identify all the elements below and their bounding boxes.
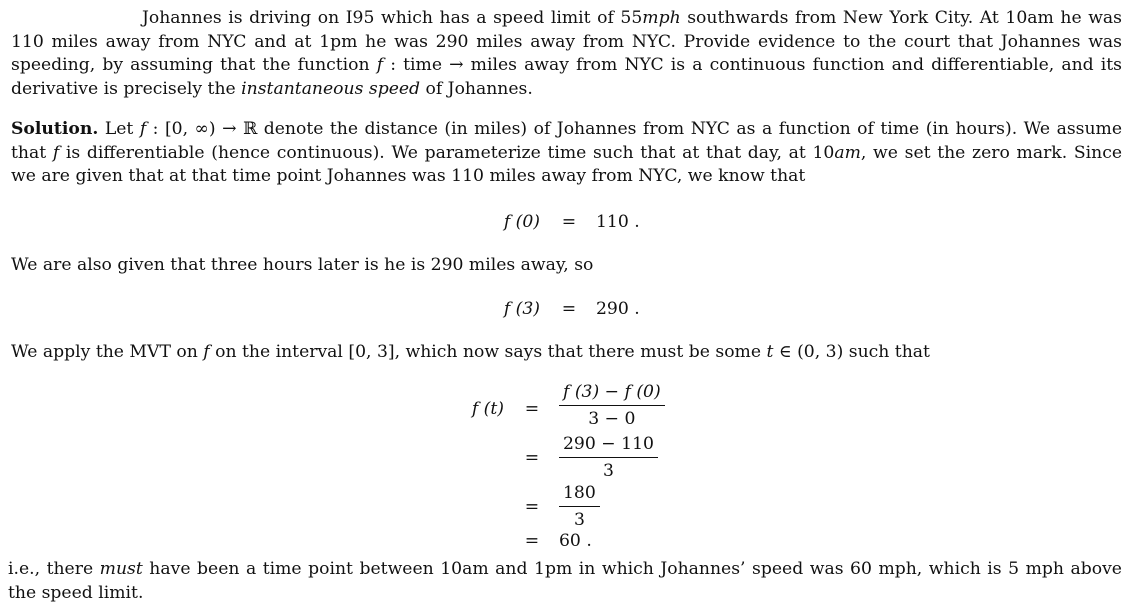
equals-sign: = bbox=[524, 399, 540, 419]
fraction-step-2 bbox=[559, 433, 658, 482]
unit-am: am bbox=[834, 142, 861, 163]
fraction-numerator: 290 − 110 bbox=[559, 433, 658, 458]
solution-label: Solution. bbox=[11, 119, 99, 139]
equals-sign: = bbox=[524, 531, 540, 551]
math-f: f bbox=[376, 55, 384, 76]
mvt-text: on the interval [0, 3], which now says that there must be some bbox=[209, 342, 767, 362]
conclusion-text: i.e., there bbox=[8, 559, 100, 579]
solution-text: : [0, ∞) → ℝ denote the distance (in miles) of Johannes from NYC as a function of time (in hours). We assume that bbox=[11, 119, 1123, 163]
given-paragraph bbox=[11, 254, 1122, 278]
equation-rhs: 110 . bbox=[596, 212, 640, 232]
derivation-lhs: f (t) bbox=[471, 399, 504, 419]
math-f: f bbox=[203, 342, 210, 362]
solution-text: , we set the zero mark. Since we are given that at that time point Johannes was 110 miles away from NYC, we know that bbox=[11, 142, 1122, 187]
given-text: We are also given that three hours later is he is 290 miles away, so bbox=[11, 255, 594, 275]
fraction-step-3 bbox=[559, 482, 600, 531]
fraction-step-1 bbox=[559, 381, 665, 430]
equals-sign: = bbox=[524, 448, 540, 468]
equals-sign: = bbox=[561, 212, 577, 232]
math-f: f bbox=[139, 119, 147, 139]
problem-text: Johannes is driving on I95 which has a speed limit of 55 bbox=[142, 8, 643, 28]
emphasis-must: must bbox=[99, 559, 143, 579]
fraction-numerator: 180 bbox=[559, 482, 600, 507]
fraction-denominator: 3 bbox=[573, 510, 585, 530]
problem-paragraph bbox=[11, 7, 1122, 101]
mvt-paragraph bbox=[11, 341, 1122, 365]
problem-text: southwards from New York City. At 10am he was 110 miles away from NYC and at 1pm he was 290 miles away from NYC. Provide evidence to the court that Johannes was speeding, by assuming that the function bbox=[11, 8, 1122, 76]
unit-mph: mph bbox=[642, 8, 681, 28]
math-f: f bbox=[52, 142, 60, 163]
equation-rhs: 290 . bbox=[596, 299, 640, 319]
equation-lhs: f (3) bbox=[503, 299, 540, 319]
problem-text: : time → miles away from NYC is a continuous function and differentiable, and its derivative is precisely the bbox=[11, 55, 1122, 99]
equals-sign: = bbox=[561, 299, 577, 319]
emphasis-instantaneous-speed: instantaneous speed bbox=[241, 78, 421, 99]
conclusion-text: have been a time point between 10am and 1pm in which Johannes’ speed was 60 mph, which is 5 mph above the speed limit. bbox=[8, 559, 1122, 603]
equation-lhs: f (0) bbox=[503, 212, 540, 232]
mvt-text: We apply the MVT on bbox=[11, 342, 204, 362]
solution-text: Let bbox=[98, 119, 140, 139]
problem-text: of Johannes. bbox=[420, 78, 533, 99]
solution-paragraph bbox=[11, 118, 1122, 189]
derivation-result: 60 . bbox=[559, 531, 592, 551]
conclusion-paragraph bbox=[8, 558, 1122, 605]
fraction-denominator: 3 − 0 bbox=[588, 409, 636, 429]
fraction-denominator: 3 bbox=[603, 461, 614, 481]
fraction-numerator: f (3) − f (0) bbox=[559, 381, 665, 406]
equals-sign: = bbox=[524, 497, 540, 517]
solution-text: is differentiable (hence continuous). We parameterize time such that at that day, at 10 bbox=[59, 142, 835, 163]
math-t: t bbox=[766, 342, 774, 362]
mvt-text: ∈ (0, 3) such that bbox=[773, 342, 930, 362]
